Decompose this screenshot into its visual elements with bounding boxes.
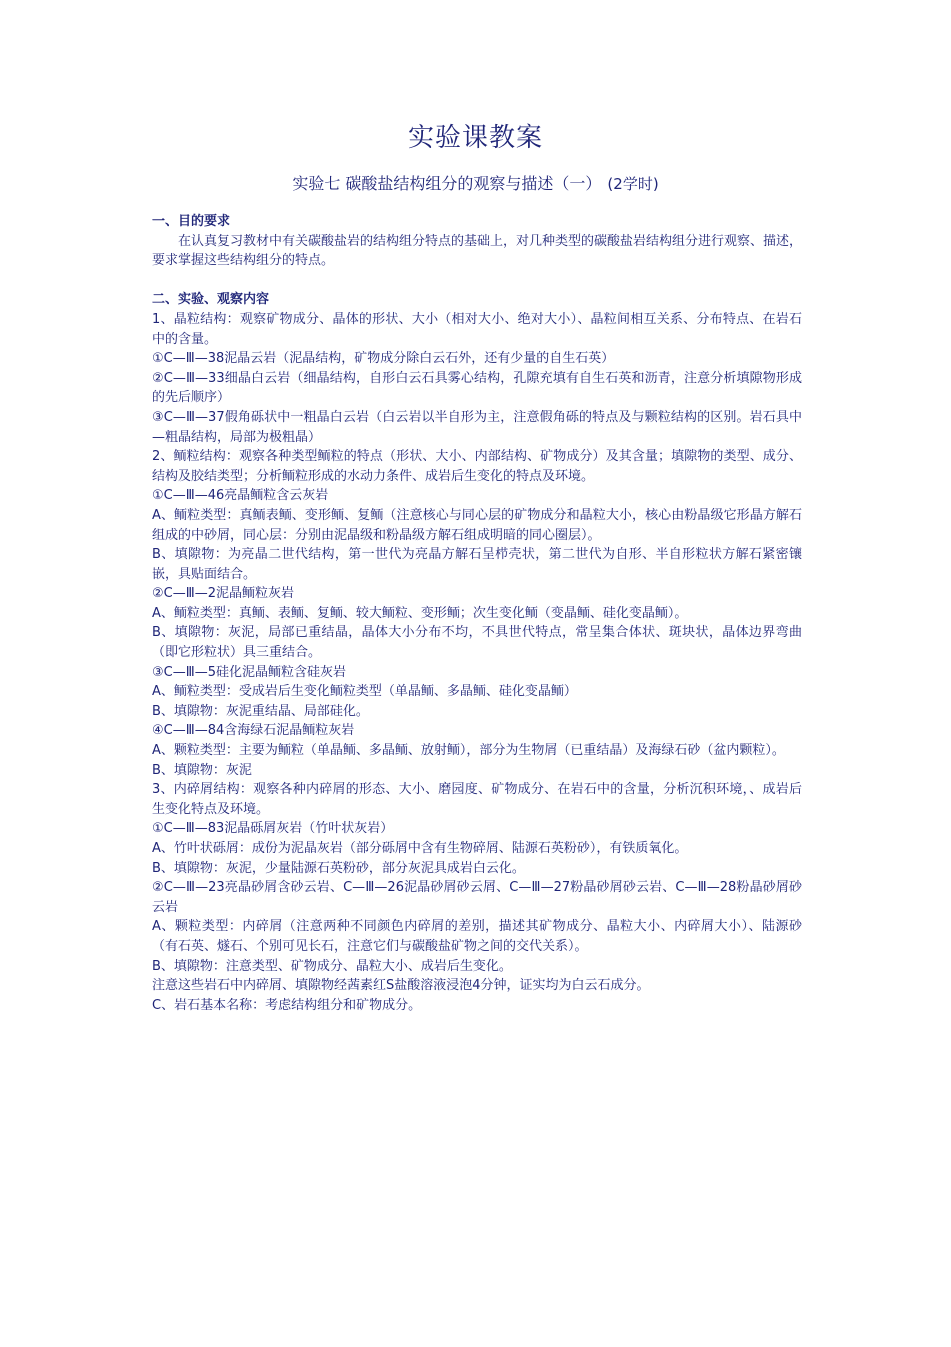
document-body bbox=[152, 212, 802, 1015]
content-line: A、鲕粒类型：真鲕表鲕、变形鲕、复鲕（注意核心与同心层的矿物成分和晶粒大小，核心由粉晶级它形晶方解石组成的中砂屑，同心层：分别由泥晶级和粉晶级方解石组成明暗的同心圈层）。 bbox=[152, 507, 802, 543]
content-line: B、填隙物：灰泥，少量陆源石英粉砂，部分灰泥具成岩白云化。 bbox=[152, 860, 525, 876]
content-line: B、填隙物：灰泥重结晶、局部硅化。 bbox=[152, 703, 369, 719]
subtitle-text: 实验七 碳酸盐结构组分的观察与描述（一） bbox=[292, 174, 602, 193]
content-line: 注意这些岩石中内碎屑、填隙物经茜素红S盐酸溶液浸泡4分钟，证实均为白云石成分。 bbox=[152, 978, 650, 994]
section-heading-goals: 一、目的要求 bbox=[152, 214, 231, 229]
content-line: C、岩石基本名称：考虑结构组分和矿物成分。 bbox=[152, 997, 422, 1013]
content-line: A、竹叶状砾屑：成份为泥晶灰岩（部分砾屑中含有生物碎屑、陆源石英粉砂），有铁质氧化。 bbox=[152, 841, 688, 856]
content-line: 3、内碎屑结构：观察各种内碎屑的形态、大小、磨园度、矿物成分、在岩石中的含量，分析沉积环境，、成岩后生变化特点及环境。 bbox=[152, 782, 802, 817]
content-line: B、填隙物：注意类型、矿物成分、晶粒大小、成岩后生变化。 bbox=[152, 958, 512, 974]
content-line: ③C—Ⅲ—37假角砾状中一粗晶白云岩（白云岩以半自形为主，注意假角砾的特点及与颗粒结构的区别。岩石具中—粗晶结构，局部为极粗晶） bbox=[152, 409, 802, 445]
content-line: A、鲕粒类型：真鲕、表鲕、复鲕、较大鲕粒、变形鲕；次生变化鲕（变晶鲕、硅化变晶鲕）。 bbox=[152, 605, 688, 621]
content-line: ①C—Ⅲ—83泥晶砾屑灰岩（竹叶状灰岩） bbox=[152, 821, 394, 837]
content-line: B、填隙物：为亮晶二世代结构，第一世代为亮晶方解石呈栉壳状，第二世代为自形、半自形粒状方解石紧密镶嵌，具贴面结合。 bbox=[152, 547, 802, 582]
content-line: A、颗粒类型：主要为鲕粒（单晶鲕、多晶鲕、放射鲕），部分为生物屑（已重结晶）及海绿石砂（盆内颗粒）。 bbox=[152, 743, 785, 759]
content-line: A、颗粒类型：内碎屑（注意两种不同颜色内碎屑的差别，描述其矿物成分、晶粒大小、内碎屑大小）、陆源砂（有石英、燧石、个别可见长石，注意它们与碳酸盐矿物之间的交代关系）。 bbox=[152, 919, 802, 954]
section-heading-content: 二、实验、观察内容 bbox=[152, 292, 270, 308]
content-line: ②C—Ⅲ—23亮晶砂屑含砂云岩、C—Ⅲ—26泥晶砂屑砂云屑、C—Ⅲ—27粉晶砂屑砂云岩、C—Ⅲ—28粉晶砂屑砂云岩 bbox=[152, 880, 802, 915]
content-line: 2、鲕粒结构：观察各种类型鲕粒的特点（形状、大小、内部结构、矿物成分）及其含量；填隙物的类型、成分、结构及胶结类型；分析鲕粒形成的水动力条件、成岩后生变化的特点及环境。 bbox=[152, 449, 802, 484]
content-line: ③C—Ⅲ—5硅化泥晶鲕粒含硅灰岩 bbox=[152, 664, 346, 680]
content-line: ①C—Ⅲ—38泥晶云岩（泥晶结构，矿物成分除白云石外，还有少量的自生石英） bbox=[152, 351, 615, 367]
content-line: ②C—Ⅲ—2泥晶鲕粒灰岩 bbox=[152, 586, 294, 602]
page-subtitle bbox=[0, 171, 951, 197]
content-line: 1、晶粒结构：观察矿物成分、晶体的形状、大小（相对大小、绝对大小）、晶粒间相互关系、分布特点、在岩石中的含量。 bbox=[152, 311, 802, 347]
content-line: B、填隙物：灰泥，局部已重结晶，晶体大小分布不均，不具世代特点，常呈集合体状、斑块状，晶体边界弯曲（即它形粒状）具三重结合。 bbox=[152, 625, 802, 661]
content-line: B、填隙物：灰泥 bbox=[152, 762, 252, 778]
content-line: ④C—Ⅲ—84含海绿石泥晶鲕粒灰岩 bbox=[152, 723, 355, 739]
section-spacer bbox=[152, 271, 802, 291]
content-line: ②C—Ⅲ—33细晶白云岩（细晶结构，自形白云石具雾心结构，孔隙充填有自生石英和沥青，注意分析填隙物形成的先后顺序） bbox=[152, 370, 802, 406]
section-paragraph-goals: 在认真复习教材中有关碳酸盐岩的结构组分特点的基础上，对几种类型的碳酸盐岩结构组分进行观察、描述，要求掌握这些结构组分的特点。 bbox=[152, 233, 803, 269]
page-title: 实验课教案 bbox=[407, 123, 543, 153]
content-line: ①C—Ⅲ—46亮晶鲕粒含云灰岩 bbox=[152, 488, 329, 504]
subtitle-hours: (2学时) bbox=[607, 175, 659, 193]
content-line: A、鲕粒类型：受成岩后生变化鲕粒类型（单晶鲕、多晶鲕、硅化变晶鲕） bbox=[152, 684, 577, 700]
